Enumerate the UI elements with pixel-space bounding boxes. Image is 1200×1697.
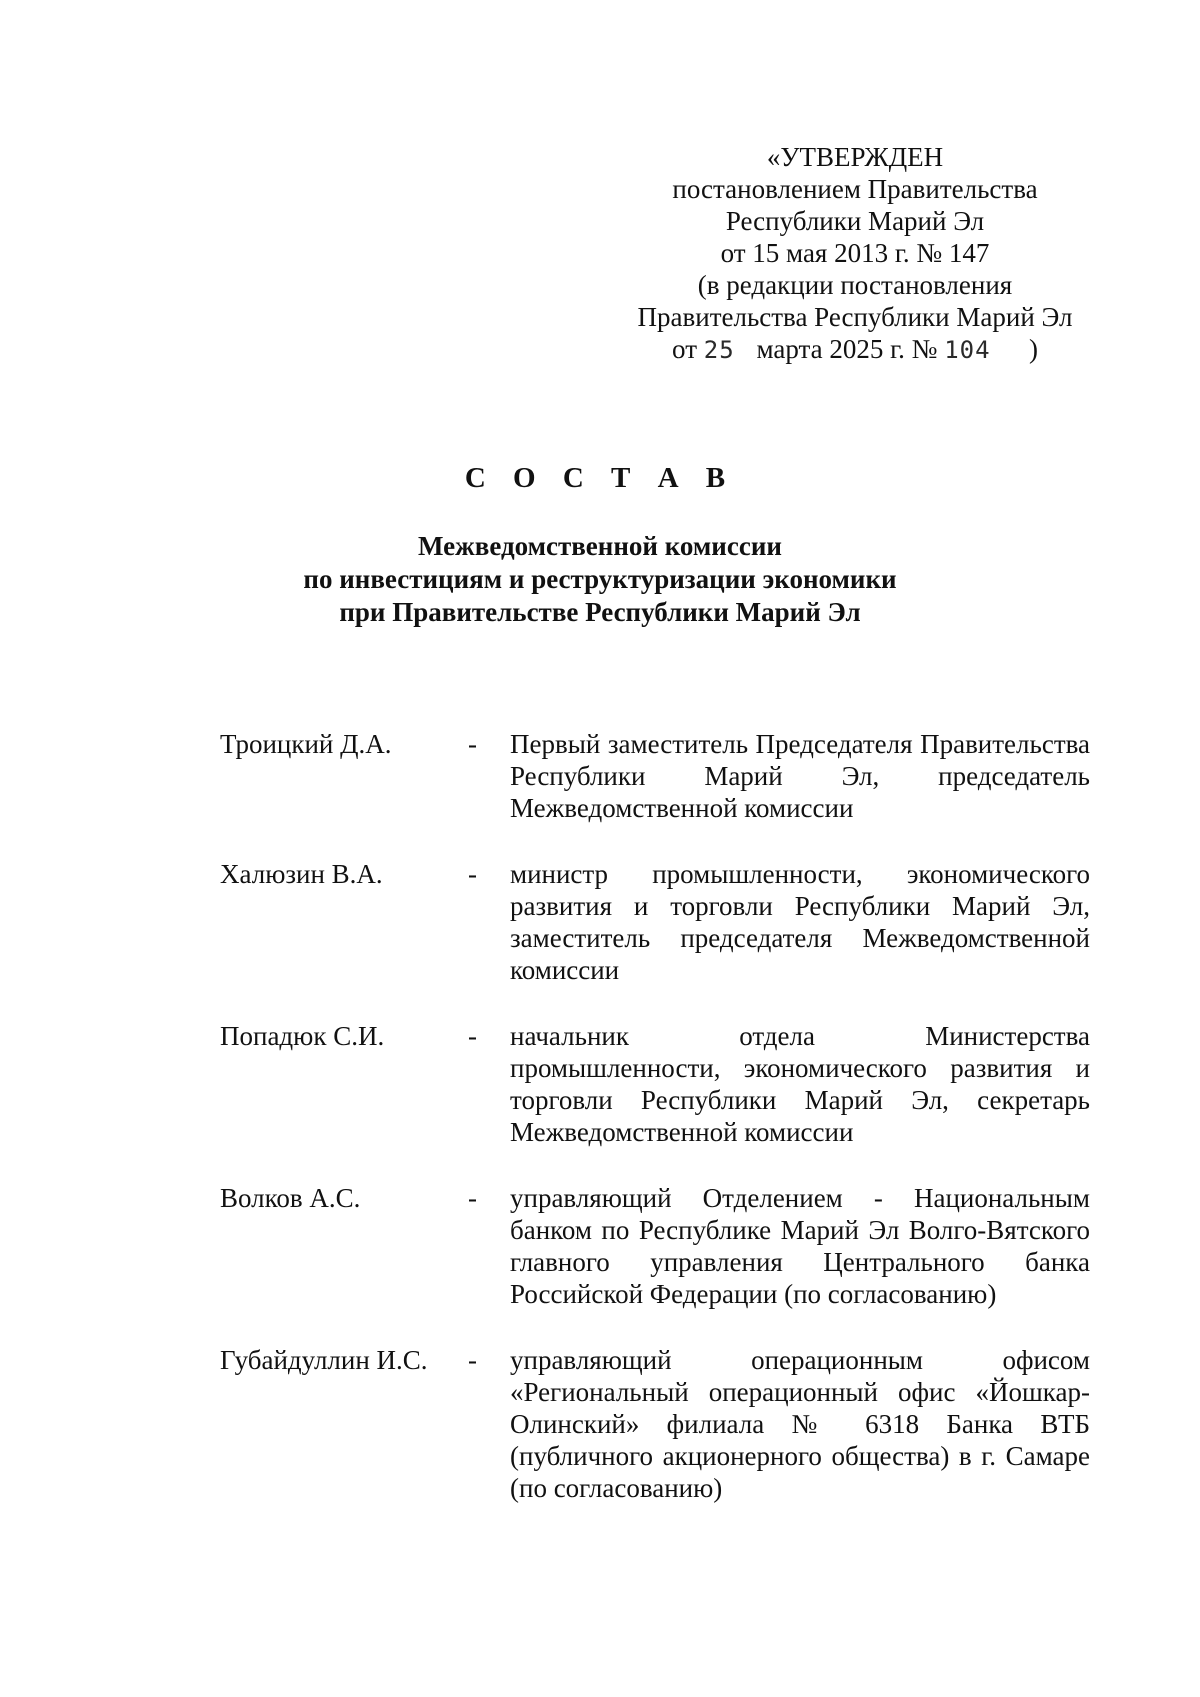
member-role: управляющий операционным офисом «Региональный операционный офис «Йошкар-Олинский» филиала № 6318 Банка ВТБ (публичного акционерного общества) в г. Самаре (по согласованию) (510, 1345, 1090, 1503)
members-list (220, 728, 1090, 1538)
approval-date-suffix: ) (1028, 334, 1038, 364)
member-role: начальник отдела Министерства промышленности, экономического развития и торговли Республики Марий Эл, секретарь Межведомственной комиссии (510, 1021, 1090, 1147)
member-name: Волков А.С. (220, 1183, 361, 1213)
approval-number: 104 (944, 336, 991, 364)
member-name: Троицкий Д.А. (220, 729, 392, 759)
document-subtitle (0, 530, 1200, 629)
member-role: министр промышленности, экономического развития и торговли Республики Марий Эл, заместитель председателя Межведомственной комиссии (510, 859, 1090, 985)
approval-line: (в редакции постановления (697, 270, 1013, 300)
list-item (220, 1344, 1090, 1504)
member-role: Первый заместитель Председателя Правительства Республики Марий Эл, председатель Межведомственной комиссии (510, 729, 1090, 823)
member-name: Попадюк С.И. (220, 1021, 385, 1051)
member-name: Губайдуллин И.С. (220, 1345, 428, 1375)
approval-line: постановлением Правительства (672, 174, 1038, 204)
member-dash: - (468, 1183, 477, 1213)
approval-day: 25 (703, 336, 735, 364)
subtitle-line: при Правительстве Республики Марий Эл (339, 597, 861, 627)
list-item (220, 1182, 1090, 1310)
list-item (220, 728, 1090, 824)
member-dash: - (468, 729, 477, 759)
list-item (220, 858, 1090, 986)
approval-line: от 15 мая 2013 г. № 147 (720, 238, 990, 268)
approval-date-prefix: от (672, 334, 697, 364)
approval-date-middle: марта 2025 г. № (756, 334, 938, 364)
approval-line: Правительства Республики Марий Эл (637, 302, 1073, 332)
subtitle-line: Межведомственной комиссии (418, 531, 782, 561)
member-dash: - (468, 859, 477, 889)
approval-line: Республики Марий Эл (725, 206, 985, 236)
subtitle-line: по инвестициям и реструктуризации экономики (303, 564, 897, 594)
approval-date-line (620, 333, 1090, 366)
approval-stamp-block (620, 141, 1090, 366)
member-name: Халюзин В.А. (220, 859, 383, 889)
document-title: С О С Т А В (464, 462, 736, 494)
approval-line: «УТВЕРЖДЕН (766, 142, 944, 172)
member-dash: - (468, 1021, 477, 1051)
member-role: управляющий Отделением - Национальным банком по Республике Марий Эл Волго-Вятского главного управления Центрального банка Российской Федерации (по согласованию) (510, 1183, 1090, 1309)
list-item (220, 1020, 1090, 1148)
member-dash: - (468, 1345, 477, 1375)
